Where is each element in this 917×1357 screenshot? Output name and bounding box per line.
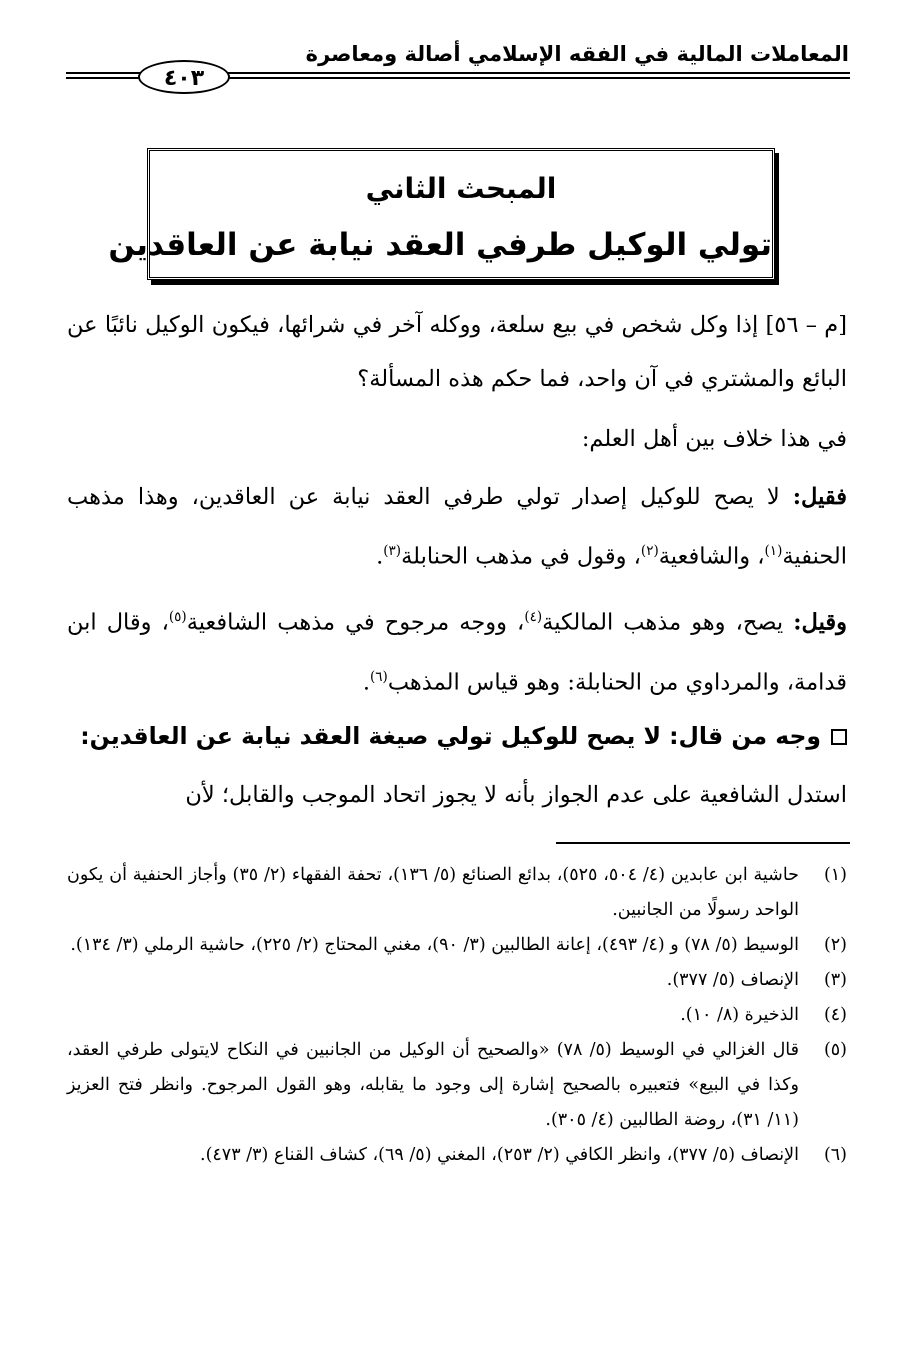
paragraph-text: استدل الشافعية على عدم الجواز بأنه لا يجوز اتحاد الموجب والقابل؛ لأن bbox=[185, 782, 847, 808]
footnote-item bbox=[67, 998, 847, 1033]
footnote-item bbox=[67, 1138, 847, 1173]
paragraph-second-opinion bbox=[67, 590, 847, 709]
footnote-text: الإنصاف (٥/ ٣٧٧)، وانظر الكافي (٢/ ٢٥٣)، المغني (٥/ ٦٩)، كشاف القناع (٣/ ٤٧٣). bbox=[200, 1145, 799, 1165]
footnote-text: حاشية ابن عابدين (٤/ ٥٠٤، ٥٢٥)، بدائع الصنائع (٥/ ١٣٦)، تحفة الفقهاء (٢/ ٣٥) وأجاز الحنفية أن يكون الواحد رسولًا من الجانبين. bbox=[67, 865, 799, 920]
square-bullet-icon bbox=[831, 729, 847, 745]
running-header-title: المعاملات المالية في الفقه الإسلامي أصالة ومعاصرة bbox=[305, 42, 849, 66]
paragraph-first-opinion bbox=[67, 470, 847, 584]
text-run: . bbox=[362, 669, 370, 695]
paragraph-text: في هذا خلاف بين أهل العلم: bbox=[581, 426, 847, 452]
footnote-text: الذخيرة (٨/ ١٠). bbox=[680, 1005, 799, 1025]
paragraph-intro bbox=[67, 412, 847, 466]
footnote-item bbox=[67, 928, 847, 963]
footnote-item bbox=[67, 1033, 847, 1138]
footnote-text: الإنصاف (٥/ ٣٧٧). bbox=[666, 970, 799, 990]
footnotes-list bbox=[67, 858, 847, 1173]
section-main-title: تولي الوكيل طرفي العقد نيابة عن العاقدين bbox=[108, 227, 772, 263]
footnote-separator bbox=[556, 842, 850, 844]
text-run: ، وقال ابن قدامة، والمرداوي من الحنابلة: وهو قياس المذهب bbox=[67, 609, 847, 695]
opinion-label: فقيل: bbox=[792, 484, 847, 510]
text-run: ، والشافعية bbox=[658, 543, 765, 570]
footnote-item bbox=[67, 963, 847, 998]
opinion-label: وقيل: bbox=[793, 609, 847, 636]
footnote-number: (٦) bbox=[823, 1145, 847, 1165]
footnote-ref[interactable]: (١) bbox=[764, 543, 783, 559]
footnote-number: (٢) bbox=[823, 935, 847, 955]
paragraph-evidence bbox=[67, 768, 847, 822]
text-run: . bbox=[376, 543, 384, 570]
footnote-number: (٥) bbox=[823, 1040, 847, 1060]
footnote-text: الوسيط (٥/ ٧٨) و (٤/ ٤٩٣)، إعانة الطالبين (٣/ ٩٠)، مغني المحتاج (٢/ ٢٢٥)، حاشية الرملي (٣/ ١٣٤). bbox=[70, 935, 799, 955]
footnote-text: قال الغزالي في الوسيط (٥/ ٧٨) «والصحيح أن الوكيل من الجانبين في النكاح لايتولى طرفي العقد، وكذا في البيع» فتعبيره بالصحيح إشارة إلى وجود ما يقابله، وهو القول المرجوح. وانظر فتح العزيز (١١/ ٣١)، روضة الطالبين (٤/ ٣٠٥). bbox=[67, 1040, 799, 1130]
page-number: ٤٠٣ bbox=[138, 60, 230, 94]
text-run: ، ووجه مرجوح في مذهب الشافعية bbox=[186, 609, 525, 636]
footnote-ref[interactable]: (٥) bbox=[168, 609, 187, 625]
text-run: ، وقول في مذهب الحنابلة bbox=[401, 543, 641, 570]
footnote-number: (٣) bbox=[823, 970, 847, 990]
paragraph-text bbox=[67, 590, 847, 709]
footnote-number: (١) bbox=[823, 865, 847, 885]
section-number-title: المبحث الثاني bbox=[365, 172, 557, 205]
text-run: يصح، وهو مذهب المالكية bbox=[542, 609, 794, 636]
paragraph-question bbox=[67, 298, 847, 406]
paragraph-text bbox=[67, 470, 847, 584]
subsection-heading-text: وجه من قال: لا يصح للوكيل تولي صيغة العقد نيابة عن العاقدين: bbox=[80, 722, 821, 750]
footnote-item bbox=[67, 858, 847, 928]
footnote-ref[interactable]: (٢) bbox=[640, 543, 659, 559]
chapter-title-box bbox=[108, 148, 775, 280]
footnote-number: (٤) bbox=[823, 1005, 847, 1025]
footnote-ref[interactable]: (٣) bbox=[383, 543, 402, 559]
footnote-ref[interactable]: (٤) bbox=[524, 609, 543, 625]
text-run: لا يصح للوكيل إصدار تولي طرفي العقد نيابة عن العاقدين، وهذا مذهب الحنفية bbox=[67, 484, 847, 570]
subsection-heading bbox=[67, 712, 847, 760]
paragraph-text: [م – ٥٦] إذا وكل شخص في بيع سلعة، ووكله آخر في شرائها، فيكون الوكيل نائبًا عن البائع والمشتري في آن واحد، فما حكم هذه المسألة؟ bbox=[67, 312, 848, 392]
footnote-ref[interactable]: (٦) bbox=[370, 668, 388, 685]
